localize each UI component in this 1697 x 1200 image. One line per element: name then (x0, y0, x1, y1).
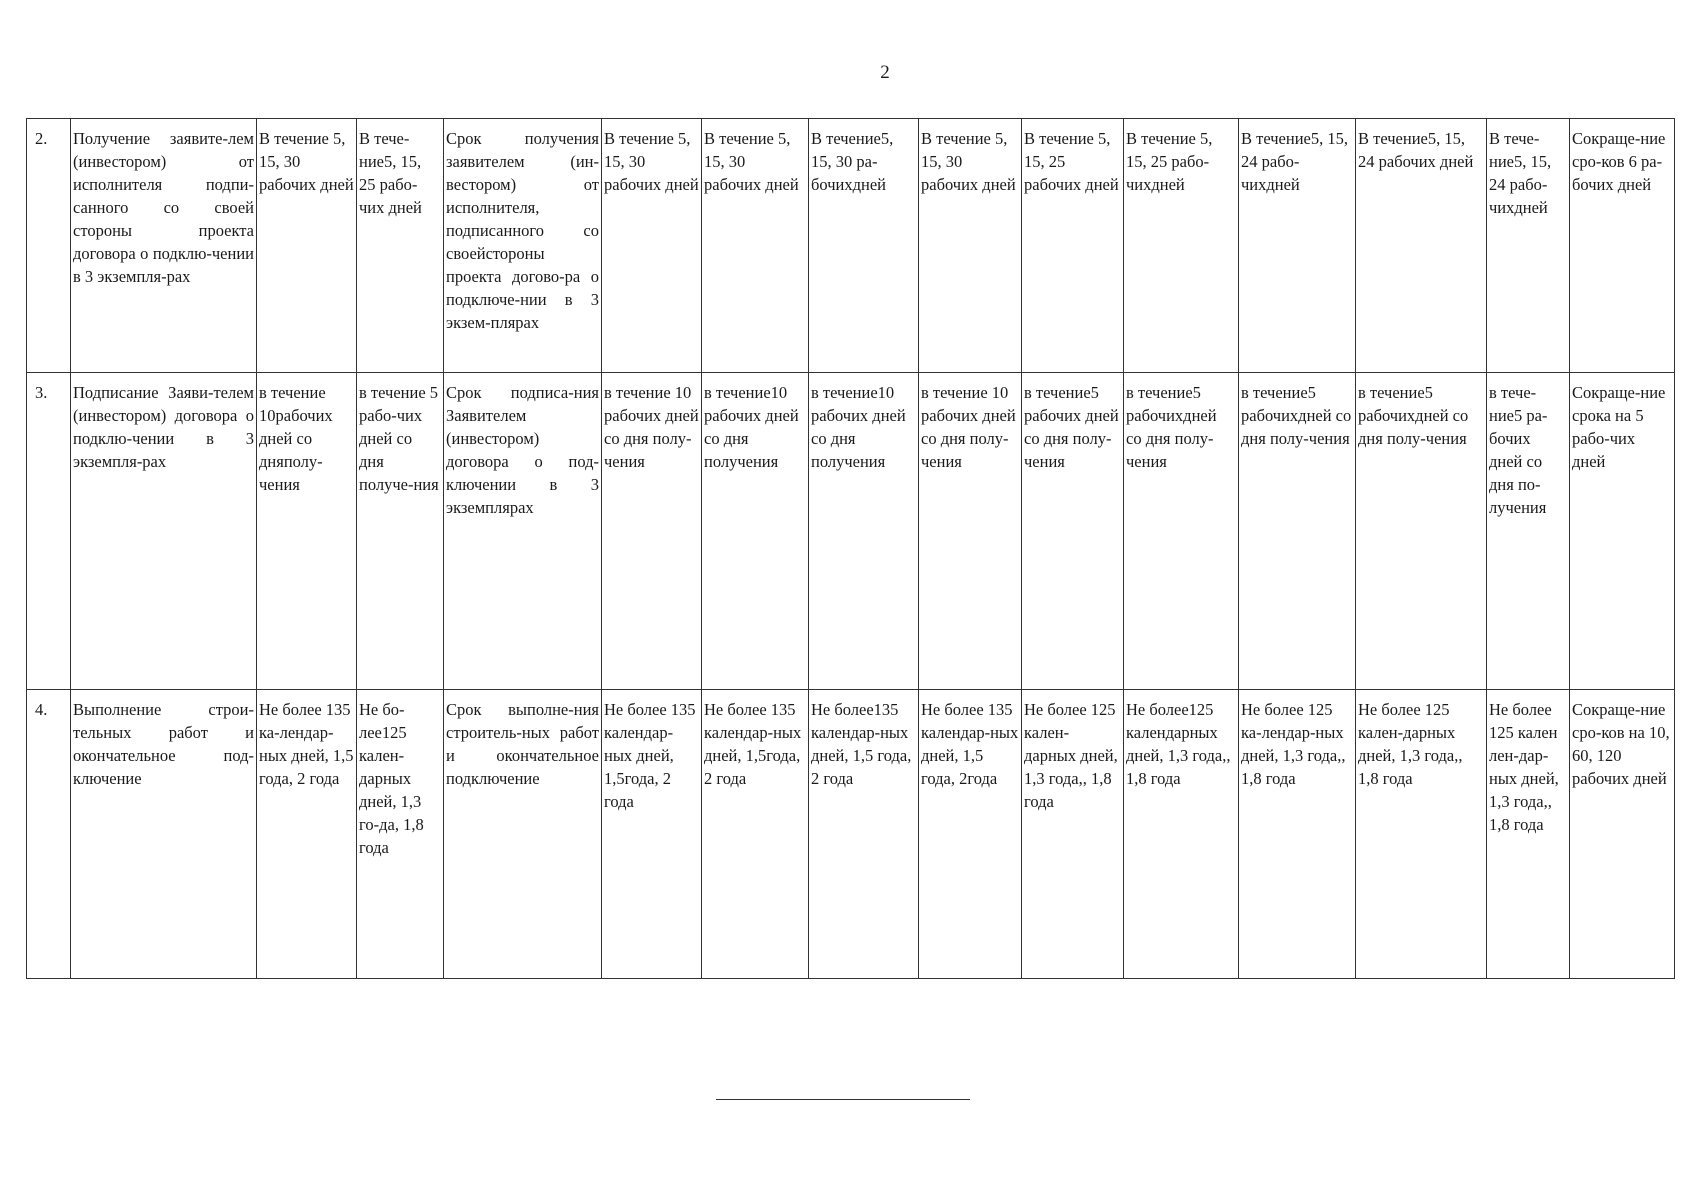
table-cell: Срок выполне-ния строитель-ных работ и окончательное подключение (444, 690, 602, 979)
table-cell: Не более 125 кален-дарных дней, 1,3 года,, 1,8 года (1022, 690, 1124, 979)
table-cell: Не бо-лее125 кален-дарных дней, 1,3 го-да, 1,8 года (357, 690, 444, 979)
row-number: 4. (27, 690, 71, 979)
footer-rule (716, 1099, 970, 1100)
table-cell: В течение5, 15, 24 рабо-чихдней (1239, 119, 1356, 373)
table-cell: Не более135 календар-ных дней, 1,5 года, 2 года (809, 690, 919, 979)
table-cell: Срок получения заявителем (ин-вестором) от исполнителя, подписанного со своейстороны проекта догово-ра о подключе-нии в 3 экзем-плярах (444, 119, 602, 373)
table-cell: В течение 5, 15, 30 рабочих дней (257, 119, 357, 373)
table-cell: В течение 5, 15, 25 рабо-чихдней (1124, 119, 1239, 373)
table-cell: в течение5 рабочих дней со дня полу-чения (1022, 373, 1124, 690)
table-cell: Сокраще-ние срока на 5 рабо-чих дней (1570, 373, 1675, 690)
deadline-table (26, 118, 1675, 979)
table-cell: Не более 125 ка-лендар-ных дней, 1,3 года,, 1,8 года (1239, 690, 1356, 979)
table-cell: в тече-ние5 ра-бочих дней со дня по-лучения (1487, 373, 1570, 690)
row-description: Выполнение строи-тельных работ и окончательное под-ключение (71, 690, 257, 979)
table-row (27, 119, 1675, 373)
table-cell: в течение 10рабочих дней со дняполу-чения (257, 373, 357, 690)
table-row (27, 373, 1675, 690)
table-cell: в течение 10 рабочих дней со дня полу-чения (919, 373, 1022, 690)
table-cell: Сокраще-ние сро-ков на 10, 60, 120 рабочих дней (1570, 690, 1675, 979)
table-cell: Сокраще-ние сро-ков 6 ра-бочих дней (1570, 119, 1675, 373)
table-row (27, 690, 1675, 979)
page-number: 2 (880, 62, 890, 83)
table-cell: в течение5 рабочихдней со дня полу-чения (1356, 373, 1487, 690)
table-cell: Не более 135 календар-ных дней, 1,5 года, 2года (919, 690, 1022, 979)
table-cell: Не более 135 календар-ных дней, 1,5года, 2 года (702, 690, 809, 979)
table-cell: В течение5, 15, 30 ра-бочихдней (809, 119, 919, 373)
table-cell: в течение5 рабочихдней со дня полу-чения (1124, 373, 1239, 690)
row-description: Получение заявите-лем (инвестором) от исполнителя подпи-санного со своей стороны проекта договора о подклю-чении в 3 экземпля-рах (71, 119, 257, 373)
table-cell: в течение 10 рабочих дней со дня полу-чения (602, 373, 702, 690)
row-description: Подписание Заяви-телем (инвестором) договора о подклю-чении в 3 экземпля-рах (71, 373, 257, 690)
table-cell: В течение 5, 15, 30 рабочих дней (602, 119, 702, 373)
table-cell: В течение 5, 15, 25 рабочих дней (1022, 119, 1124, 373)
table-cell: В течение 5, 15, 30 рабочих дней (702, 119, 809, 373)
table-cell: В течение5, 15, 24 рабочих дней (1356, 119, 1487, 373)
table-cell: Срок подписа-ния Заявителем (инвестором) договора о под-ключении в 3 экземплярах (444, 373, 602, 690)
row-number: 3. (27, 373, 71, 690)
table-cell: В тече-ние5, 15, 25 рабо-чих дней (357, 119, 444, 373)
table-cell: Не более 125 кален лен-дар-ных дней, 1,3 года,, 1,8 года (1487, 690, 1570, 979)
table-cell: Не более 135 ка-лендар-ных дней, 1,5 года, 2 года (257, 690, 357, 979)
table-cell: Не более 135 календар-ных дней, 1,5года, 2 года (602, 690, 702, 979)
table-cell: Не более 125 кален-дарных дней, 1,3 года,, 1,8 года (1356, 690, 1487, 979)
table-cell: В тече-ние5, 15, 24 рабо-чихдней (1487, 119, 1570, 373)
table-cell: в течение10 рабочих дней со дня получения (809, 373, 919, 690)
table-cell: В течение 5, 15, 30 рабочих дней (919, 119, 1022, 373)
table-cell: в течение5 рабочихдней со дня полу-чения (1239, 373, 1356, 690)
row-number: 2. (27, 119, 71, 373)
table-cell: в течение 5 рабо-чих дней со дня получе-ния (357, 373, 444, 690)
table-cell: Не более125 календарных дней, 1,3 года,, 1,8 года (1124, 690, 1239, 979)
table-cell: в течение10 рабочих дней со дня получения (702, 373, 809, 690)
